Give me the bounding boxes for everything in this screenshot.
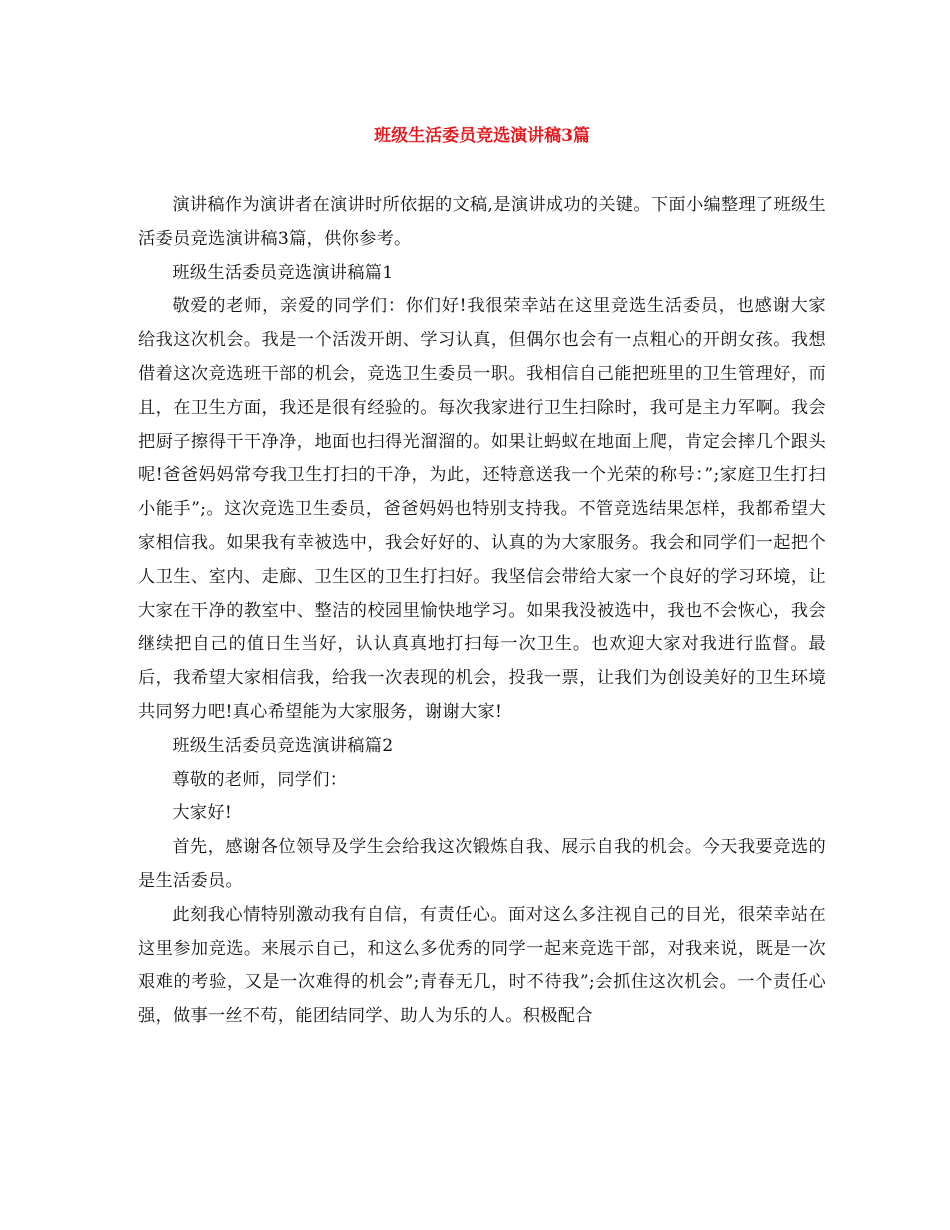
section-heading-2: 班级生活委员竞选演讲稿篇2 bbox=[172, 735, 394, 756]
speech-2-greeting: 大家好! bbox=[172, 803, 233, 824]
speech-1-paragraph: 敬爱的老师，亲爱的同学们：你们好!我很荣幸站在这里竞选生活委员，也感谢大家给我这次机会。我是一个活泼开朗、学习认真，但偶尔也会有一点粗心的开朗女孩。我想借着这次竞选班干部的机会，竞选卫生委员一职。我相信自己能把班里的卫生管理好，而且，在卫生方面，我还是很有经验的。每次我家进行卫生扫除时，我可是主力军啊。我会把厨子擦得干干净净，地面也扫得光溜溜的。如果让蚂蚁在地面上爬，肯定会摔几个跟头呢!爸爸妈妈常夸我卫生打扫的干净，为此，还特意送我一个光荣的称号：”;家庭卫生打扫小能手”;。这次竞选卫生委员，爸爸妈妈也特别支持我。不管竞选结果怎样，我都希望大家相信我。如果我有幸被选中，我会好好的、认真的为大家服务。我会和同学们一起把个人卫生、室内、走廊、卫生区的卫生打扫好。我坚信会带给大家一个良好的学习环境，让大家在干净的教室中、整洁的校园里愉快地学习。如果我没被选中，我也不会恢心，我会继续把自己的值日生当好，认认真真地打扫每一次卫生。也欢迎大家对我进行监督。最后，我希望大家相信我，给我一次表现的机会，投我一票，让我们为创设美好的卫生环境共同努力吧!真心希望能为大家服务，谢谢大家! bbox=[138, 296, 826, 722]
document-page bbox=[138, 0, 826, 1230]
document-body bbox=[138, 189, 826, 1034]
speech-2-paragraph-1: 首先，感谢各位领导及学生会给我这次锻炼自我、展示自我的机会。今天我要竞选的是生活委员。 bbox=[138, 837, 826, 891]
intro-paragraph: 演讲稿作为演讲者在演讲时所依据的文稿,是演讲成功的关键。下面小编整理了班级生活委员竞选演讲稿3篇，供你参考。 bbox=[138, 195, 826, 249]
document-title: 班级生活委员竞选演讲稿3篇 bbox=[374, 126, 590, 146]
speech-2-salutation: 尊敬的老师，同学们： bbox=[172, 769, 348, 790]
speech-2-paragraph-2: 此刻我心情特别激动我有自信，有责任心。面对这么多注视自己的目光，很荣幸站在这里参加竞选。来展示自己，和这么多优秀的同学一起来竞选干部，对我来说，既是一次艰难的考验，又是一次难得的机会”;青春无几，时不待我”;会抓住这次机会。一个责任心强，做事一丝不苟，能团结同学、助人为乐的人。积极配合 bbox=[138, 904, 826, 1027]
section-heading-1: 班级生活委员竞选演讲稿篇1 bbox=[172, 262, 394, 283]
